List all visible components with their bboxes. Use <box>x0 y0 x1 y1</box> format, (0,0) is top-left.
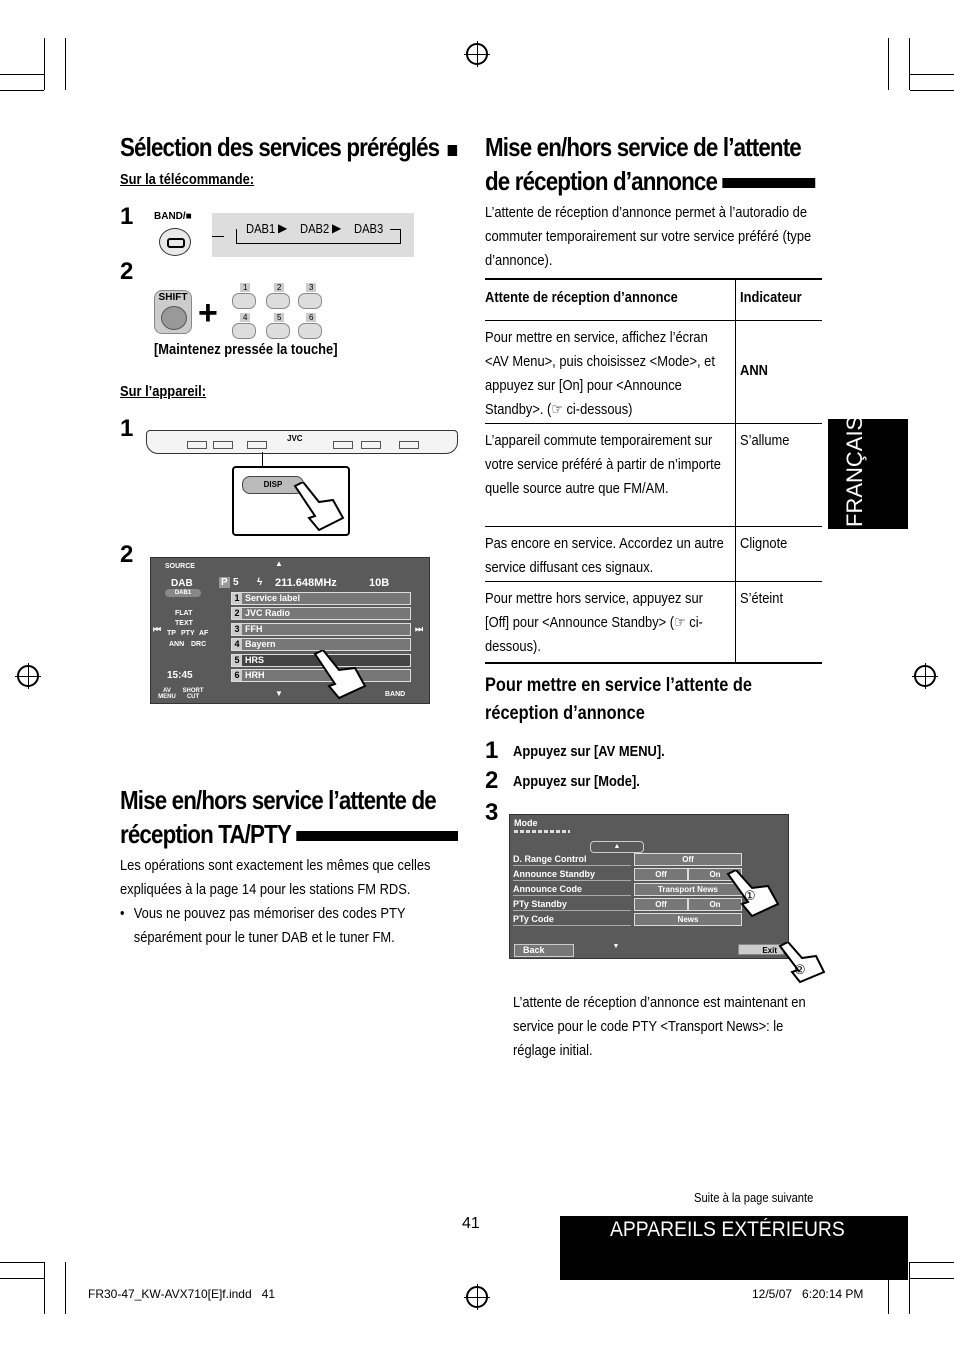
indicator-table <box>485 278 822 664</box>
step-number: 1 <box>485 737 499 764</box>
step-number: 2 <box>120 541 134 568</box>
mode-row-label: Announce Standby <box>513 868 631 881</box>
station-number: 2 <box>232 608 242 619</box>
key-4[interactable] <box>232 323 256 339</box>
page-number: 41 <box>462 1215 480 1232</box>
mode-row-label: D. Range Control <box>513 853 631 866</box>
step-number: 3 <box>485 799 499 826</box>
mode-option-button[interactable]: Transport News <box>634 883 742 896</box>
crop-mark <box>888 38 889 90</box>
frequency-display: 211.648MHz <box>275 577 337 589</box>
crop-mark <box>910 74 954 75</box>
step-number: 2 <box>120 258 134 285</box>
table-row <box>485 527 822 582</box>
key-5[interactable] <box>266 323 290 339</box>
hold-note: [Maintenez pressée la touche] <box>154 341 338 358</box>
pty-label: PTY <box>181 630 195 637</box>
callout-1: ① <box>744 888 756 903</box>
scroll-up-icon[interactable]: ▲ <box>275 559 283 568</box>
section-footer-bar <box>560 1216 908 1280</box>
disp-callout <box>232 466 350 536</box>
remote-label: Sur la télécommande: <box>120 171 255 188</box>
dab3-label: DAB3 <box>354 221 384 236</box>
table-cell-indicator: S’allume <box>740 432 790 449</box>
crop-mark <box>910 90 954 91</box>
step2-text: Appuyez sur [Mode]. <box>513 773 640 790</box>
table-cell-indicator: ANN <box>740 362 768 379</box>
station-name: FFH <box>245 623 263 634</box>
band-button[interactable]: BAND <box>385 691 406 698</box>
dab-list-screen <box>150 557 430 704</box>
station-name: JVC Radio <box>245 608 291 619</box>
station-number: 6 <box>232 670 242 681</box>
mode-row-label: PTy Code <box>513 913 631 926</box>
table-cell-state: Pas encore en service. Accordez un autre service diffusant ces signaux. <box>485 535 724 576</box>
mode-option-button[interactable]: Off <box>634 868 688 881</box>
table-cell-indicator: Clignote <box>740 535 788 552</box>
step-number: 1 <box>120 203 134 230</box>
back-button[interactable]: Back <box>514 944 574 957</box>
arrow-right-icon: ▶ <box>278 221 288 235</box>
band-label: BAND/■ <box>154 211 192 222</box>
text-label: TEXT <box>175 620 193 627</box>
plus-icon: + <box>198 294 218 332</box>
panel-button[interactable] <box>247 441 267 449</box>
dab1-badge: DAB1 <box>165 589 201 597</box>
station-list-item[interactable] <box>231 623 411 636</box>
station-number: 1 <box>232 593 242 604</box>
table-row <box>485 321 822 424</box>
channel-display: 10B <box>369 577 390 589</box>
dab-label: DAB <box>171 578 193 589</box>
device-label: Sur l’appareil: <box>120 383 207 400</box>
station-number: 4 <box>232 639 242 650</box>
ta-section <box>120 783 480 851</box>
crop-mark <box>0 1278 44 1279</box>
title-square <box>448 145 457 156</box>
key-6[interactable] <box>298 323 322 339</box>
callout-2: ② <box>794 962 806 977</box>
crop-mark <box>0 74 44 75</box>
drc-label: DRC <box>191 641 207 648</box>
table-cell-state: Pour mettre hors service, appuyez sur [Off] pour <Announce Standby> (☞ ci-dessous). <box>485 590 703 655</box>
panel-button[interactable] <box>213 441 233 449</box>
mode-title: Mode <box>514 818 538 828</box>
scroll-down-icon[interactable]: ▼ <box>612 943 620 950</box>
table-header-indicator: Indicateur <box>740 289 802 306</box>
language-tab <box>828 415 908 529</box>
phone-icon <box>167 238 185 248</box>
ann-label: ANN <box>169 641 185 648</box>
exit-button[interactable]: Exit <box>738 944 784 955</box>
registration-mark <box>17 665 39 687</box>
panel-button[interactable] <box>361 441 381 449</box>
ta-body: Les opérations sont exactement les mêmes que celles expliquées à la page 14 pour les stations FM RDS. <box>120 857 431 898</box>
signal-icon: ϟ <box>257 577 263 588</box>
key-1[interactable] <box>232 293 256 309</box>
crop-mark <box>0 1262 44 1263</box>
mode-option-button[interactable]: News <box>634 913 742 926</box>
source-button[interactable]: SOURCE <box>165 563 195 570</box>
disp-button[interactable]: DISP <box>242 476 304 494</box>
station-name: HRH <box>245 670 265 680</box>
ta-bullet: • Vous ne pouvez pas mémoriser des codes PTY séparément pour le tuner DAB et le tuner FM. <box>120 905 406 946</box>
preset-badge: P <box>221 577 228 588</box>
final-note: L’attente de réception d’annonce est maintenant en service pour le code PTY <Transport News>: le réglage initial. <box>513 994 806 1059</box>
station-number: 5 <box>232 655 242 666</box>
registration-mark <box>466 43 488 65</box>
pointing-hand-icon <box>289 482 345 532</box>
skip-forward-icon[interactable]: ⏭ <box>415 624 424 634</box>
av-menu-button[interactable]: AV MENU <box>158 688 176 700</box>
clock-display: 15:45 <box>167 670 193 681</box>
step-number: 2 <box>485 767 499 794</box>
scroll-down-icon[interactable]: ▼ <box>275 689 283 698</box>
pointing-hand-icon <box>309 650 367 700</box>
step1-text: Appuyez sur [AV MENU]. <box>513 743 665 760</box>
crop-mark <box>65 38 66 90</box>
crop-mark <box>910 1262 954 1263</box>
section-title-announce-2: de réception d’annonce <box>485 164 820 198</box>
mode-option-button[interactable]: On <box>688 868 742 881</box>
dab2-label: DAB2 <box>300 221 330 236</box>
key-2[interactable] <box>266 293 290 309</box>
language-label: FRANÇAIS <box>842 415 867 527</box>
date-info: 12/5/07 6:20:14 PM <box>752 1287 864 1301</box>
device-front-panel <box>146 430 458 454</box>
sub-title: Pour mettre en service l’attente de réception d’annonce <box>485 675 752 724</box>
mode-option-button[interactable]: Off <box>634 853 742 866</box>
number-keypad: 1 2 3 4 5 6 <box>232 282 324 342</box>
dab1-label: DAB1 <box>246 221 276 236</box>
station-number: 3 <box>232 624 242 635</box>
panel-button[interactable] <box>187 441 207 449</box>
registration-mark <box>914 665 936 687</box>
file-info: FR30-47_KW-AVX710[E]f.indd 41 <box>88 1287 275 1301</box>
table-cell-indicator: S’éteint <box>740 590 784 607</box>
section-title-announce-1: Mise en/hors service de l’attente <box>485 132 801 162</box>
tp-label: TP <box>167 630 176 637</box>
shift-button[interactable]: SHIFT <box>154 290 192 334</box>
announce-section <box>485 130 875 198</box>
section-title-selection: Sélection des services préréglés <box>120 130 430 164</box>
preset-number: 5 <box>233 577 239 588</box>
key-3[interactable] <box>298 293 322 309</box>
mode-option-button[interactable]: Off <box>634 898 688 911</box>
crop-mark <box>44 1262 45 1314</box>
arrow-right-icon: ▶ <box>332 221 342 235</box>
announce-intro: L’attente de réception d’annonce permet à l’autoradio de commuter temporairement sur votre service préféré (type d’annonce). <box>485 204 812 269</box>
continue-note: Suite à la page suivante <box>694 1190 814 1205</box>
crop-mark <box>44 38 45 90</box>
crop-mark <box>0 90 44 91</box>
selection-section <box>120 130 480 164</box>
flat-label: FLAT <box>175 610 193 617</box>
short-cut-button[interactable]: SHORT CUT <box>182 688 204 700</box>
mode-row-label: Announce Code <box>513 883 631 896</box>
skip-back-icon[interactable]: ⏮ <box>153 624 162 634</box>
scroll-up-icon[interactable]: ▲ <box>590 841 644 853</box>
table-row <box>485 582 822 664</box>
crop-mark <box>65 1262 66 1314</box>
registration-mark <box>466 1286 488 1308</box>
section-title-ta-2: réception TA/PTY <box>120 817 430 851</box>
mode-option-button[interactable]: On <box>688 898 742 911</box>
panel-button[interactable] <box>399 441 419 449</box>
table-cell-state: Pour mettre en service, affichez l’écran <AV Menu>, puis choisissez <Mode>, et appuyez sur [On] pour <Announce Standby>. (☞ ci-dessous) <box>485 329 715 418</box>
section-footer-label: APPAREILS EXTÉRIEURS <box>610 1218 845 1241</box>
af-label: AF <box>199 630 209 637</box>
section-title-ta-1: Mise en/hors service l’attente de <box>120 785 436 815</box>
station-name: Service label <box>245 593 301 603</box>
station-name: Bayern <box>245 639 276 650</box>
crop-mark <box>909 38 910 90</box>
table-header-state: Attente de réception d’annonce <box>485 289 678 306</box>
station-list-item[interactable] <box>231 592 411 605</box>
station-name: HRS <box>245 654 265 665</box>
mode-row-label: PTy Standby <box>513 898 631 911</box>
station-list-item[interactable] <box>231 607 411 620</box>
panel-button[interactable] <box>333 441 353 449</box>
table-row <box>485 424 822 527</box>
band-button[interactable] <box>159 228 191 256</box>
step-number: 1 <box>120 415 134 442</box>
jvc-logo: JVC <box>287 434 303 443</box>
table-cell-state: L’appareil commute temporairement sur votre service préféré à partir de n’importe quelle source autre que FM/AM. <box>485 432 721 497</box>
crop-mark <box>909 1262 910 1314</box>
crop-mark <box>910 1278 954 1279</box>
dab-cycle-box <box>212 213 414 257</box>
